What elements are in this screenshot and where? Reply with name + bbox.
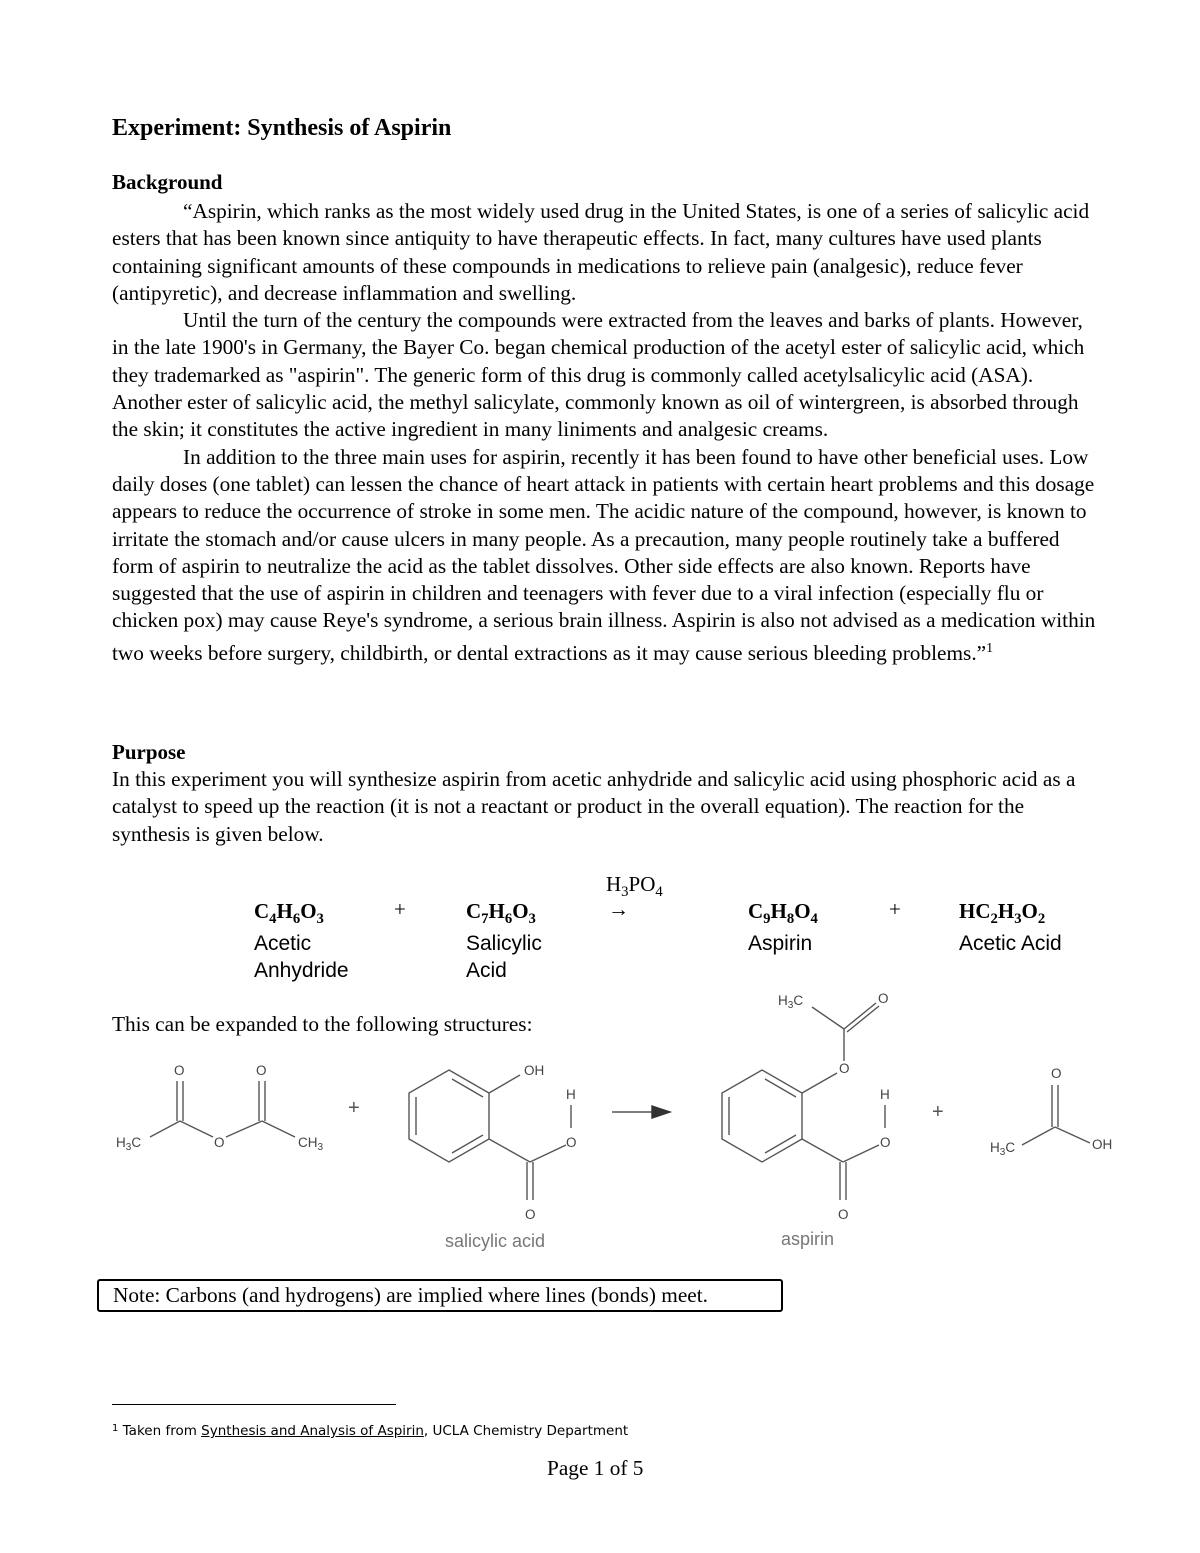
background-body: [112, 198, 1097, 667]
footnote: [112, 1423, 628, 1439]
footnote-suffix: , UCLA Chemistry Department: [423, 1423, 629, 1439]
name-acetic-anhydride: Acetic Anhydride: [254, 932, 349, 982]
plus-sign: +: [932, 1101, 944, 1123]
atom-oxygen: O: [525, 1207, 536, 1222]
footnote-reference: 1: [986, 640, 994, 656]
atom-oxygen: O: [566, 1135, 577, 1150]
name-acetic-acid: Acetic Acid: [959, 932, 1062, 955]
atom-oxygen: O: [1051, 1066, 1062, 1081]
expand-text: This can be expanded to the following structures:: [112, 1012, 533, 1036]
atom-oxygen: O: [174, 1063, 185, 1078]
structural-formulas: [100, 985, 1130, 1255]
background-paragraph: [112, 444, 1097, 667]
aspirin-label: aspirin: [781, 1229, 835, 1249]
salicylic-acid-label: salicylic acid: [445, 1231, 546, 1251]
formula-acetic-acid: $HC_2H_3O_2$: [959, 899, 1046, 928]
page-number: Page 1 of 5: [547, 1456, 644, 1480]
salicylic-acid-structure: [409, 1070, 571, 1200]
atom-h3c: $H_3C$: [116, 1135, 142, 1153]
footnote-source: Synthesis and Analysis of Aspirin: [201, 1423, 424, 1439]
purpose-body: In this experiment you will synthesize aspirin from acetic anhydride and salicylic acid using phosphoric acid as a catalyst to speed up the reaction (it is not a reactant or product in the overall equation). The reaction for the synthesis is given below.: [112, 767, 1076, 846]
atom-oxygen: O: [256, 1063, 267, 1078]
formula-salicylic-acid: $C_7H_6O_3$: [466, 899, 536, 928]
plus-sign: +: [889, 897, 901, 921]
plus-sign: +: [394, 897, 406, 921]
reaction-arrow: →: [608, 897, 629, 921]
aspirin-structure: [722, 1003, 885, 1200]
background-paragraph: Until the turn of the century the compounds were extracted from the leaves and barks of plants. However, in the late 1900's in Germany, the Bayer Co. began chemical production of the acetyl ester of salicylic acid, which they trademarked as "aspirin". The generic form of this drug is commonly called acetylsalicylic acid (ASA). Another ester of salicylic acid, the methyl salicylate, commonly known as oil of wintergreen, is absorbed through the skin; it constitutes the active ingredient in many liniments and analgesic creams.: [112, 308, 1085, 442]
atom-oxygen: O: [839, 1061, 850, 1076]
atom-hydroxyl: OH: [524, 1063, 545, 1078]
note-box: Note: Carbons (and hydrogens) are implied where lines (bonds) meet.: [97, 1279, 783, 1312]
structure-arrow: [612, 1106, 670, 1118]
background-paragraph: “Aspirin, which ranks as the most widely used drug in the United States, is one of a series of salicylic acid esters that has been known since antiquity to have therapeutic effects. In fact, many cultures have used plants containing significant amounts of these compounds in medications to relieve pain (analgesic), reduce fever (antipyretic), and decrease inflammation and swelling.: [112, 199, 1090, 305]
catalyst-label: $H_3PO_4$: [606, 872, 663, 901]
document-title: Experiment: Synthesis of Aspirin: [112, 115, 452, 141]
plus-sign: +: [348, 1097, 360, 1119]
formula-aspirin: $C_9H_8O_4$: [748, 899, 818, 928]
atom-oxygen: O: [214, 1135, 225, 1150]
acetic-acid-structure: [1022, 1085, 1090, 1145]
atom-oxygen: O: [838, 1207, 849, 1222]
atom-hydroxyl: OH: [1092, 1137, 1113, 1152]
atom-hydrogen: H: [566, 1087, 576, 1102]
atom-h3c: $H_3C$: [990, 1140, 1016, 1158]
name-salicylic-acid: Salicylic Acid: [466, 932, 542, 982]
background-heading: Background: [112, 170, 223, 194]
atom-oxygen: O: [878, 991, 889, 1006]
footnote-prefix: Taken from: [122, 1423, 197, 1439]
purpose-heading: Purpose: [112, 740, 186, 764]
name-aspirin: Aspirin: [748, 932, 813, 955]
acetic-anhydride-structure: [150, 1081, 295, 1137]
footnote-marker: 1: [112, 1423, 119, 1434]
formula-acetic-anhydride: $C_4H_6O_3$: [254, 899, 324, 928]
atom-h3c: $H_3C$: [778, 993, 804, 1011]
atom-oxygen: O: [880, 1135, 891, 1150]
footnote-divider: [112, 1404, 396, 1405]
atom-ch3: $CH_3$: [298, 1135, 324, 1153]
atom-hydrogen: H: [880, 1087, 890, 1102]
background-paragraph-text: In addition to the three main uses for aspirin, recently it has been found to have other beneficial uses. Low daily doses (one tablet) can lessen the chance of heart attack in patients with certain heart problems and this dosage appears to reduce the occurrence of stroke in some men. The acidic nature of the compound, however, is known to irritate the stomach and/or cause ulcers in many people. As a precaution, many people routinely take a buffered form of aspirin to neutralize the acid as the tablet dissolves. Other side effects are also known. Reports have suggested that the use of aspirin in children and teenagers with fever due to a viral infection (especially flu or chicken pox) may cause Reye's syndrome, a serious brain illness. Aspirin is also not advised as a medication within two weeks before surgery, childbirth, or dental extractions as it may cause serious bleeding problems.”: [112, 444, 1096, 665]
